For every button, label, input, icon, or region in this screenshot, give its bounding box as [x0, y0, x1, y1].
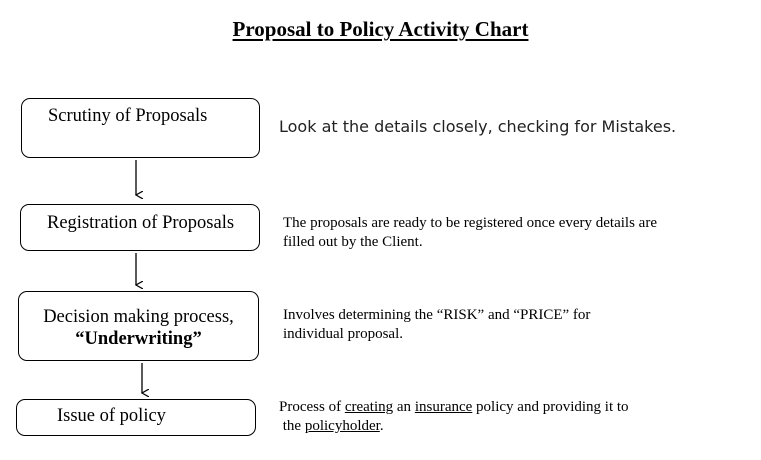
step-registration-box — [20, 204, 260, 251]
chart-title: Proposal to Policy Activity Chart — [232, 17, 529, 41]
step-decision-box — [18, 291, 259, 361]
text-segment: . — [379, 418, 384, 434]
step-decision-label: Decision making process, — [43, 307, 234, 327]
text-segment: policy and providing it to — [472, 399, 629, 415]
description-registration-line1: The proposals are ready to be registered once every details are — [283, 215, 657, 231]
step-registration-label: Registration of Proposals — [47, 213, 235, 233]
description-issue — [279, 398, 699, 436]
link-policyholder[interactable]: policyholder — [304, 418, 380, 434]
step-issue-box — [16, 399, 256, 436]
description-registration — [283, 214, 703, 252]
step-scrutiny-label: Scrutiny of Proposals — [48, 106, 208, 126]
description-decision — [283, 306, 643, 344]
description-scrutiny: Look at the details closely, checking for Mistakes. — [279, 117, 677, 136]
text-segment: the — [279, 418, 305, 434]
step-issue-label: Issue of policy — [57, 406, 166, 426]
description-decision-line2: individual proposal. — [283, 326, 403, 342]
description-decision-line1: Involves determining the “RISK” and “PRICE” for — [283, 307, 591, 323]
description-registration-line2: filled out by the Client. — [283, 234, 423, 250]
text-segment: Process of — [279, 399, 345, 415]
text-segment: an — [393, 399, 415, 415]
description-issue-line2 — [279, 417, 699, 436]
link-insurance[interactable]: insurance — [414, 399, 473, 415]
step-decision-sublabel: “Underwriting” — [75, 329, 202, 349]
step-scrutiny-box — [21, 98, 260, 158]
link-creating[interactable]: creating — [344, 399, 394, 415]
description-issue-line1 — [279, 398, 699, 417]
